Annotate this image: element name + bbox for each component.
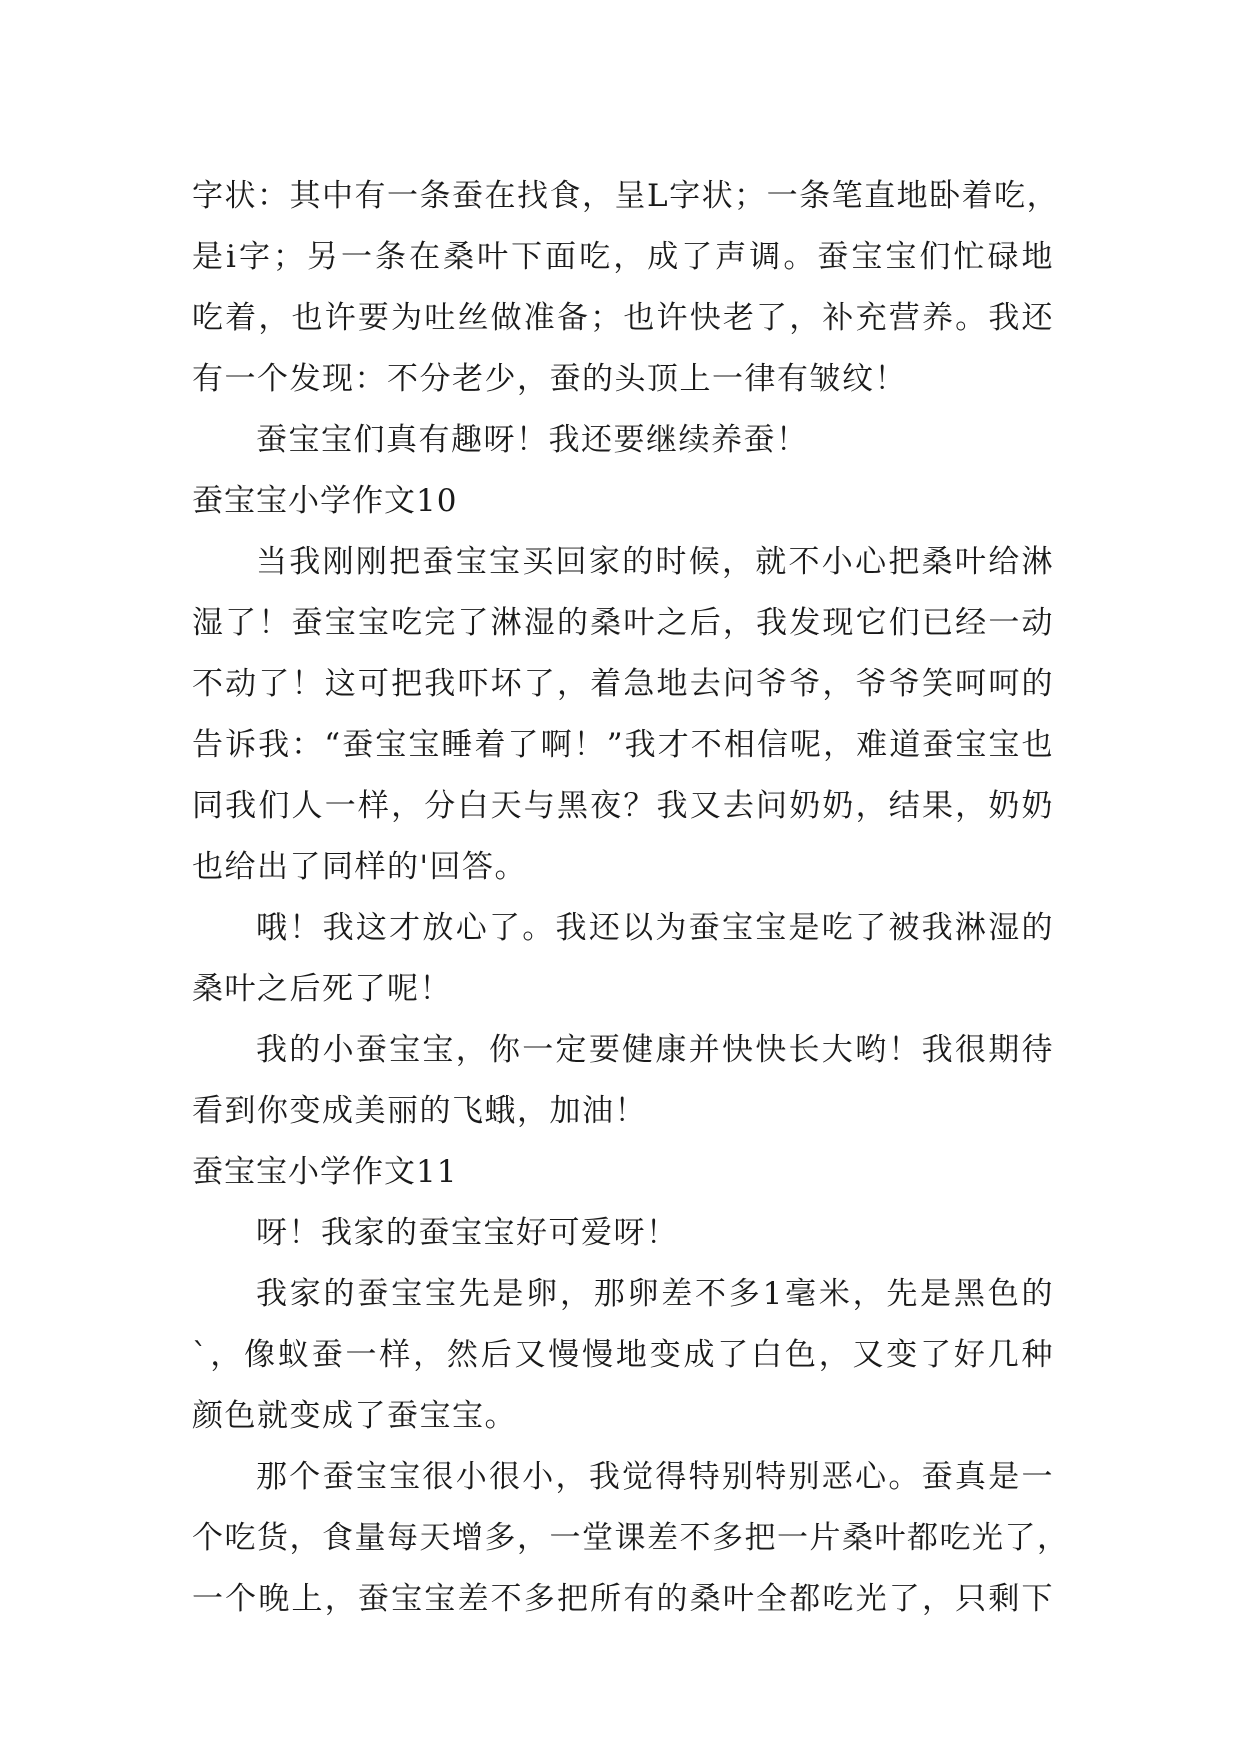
text-line: `，像蚁蚕一样，然后又慢慢地变成了白色，又变了好几种: [192, 1337, 1054, 1373]
text-line: 是i字；另一条在桑叶下面吃，成了声调。蚕宝宝们忙碌地: [192, 239, 1054, 275]
text-line: 看到你变成美丽的飞蛾，加油！: [192, 1093, 647, 1129]
text-line: 有一个发现：不分老少，蚕的头顶上一律有皱纹！: [192, 361, 907, 397]
text-line: 桑叶之后死了呢！: [192, 971, 452, 1007]
text-line: 告诉我：“蚕宝宝睡着了啊！”我才不相信呢，难道蚕宝宝也: [192, 727, 1054, 763]
text-line: 呀！我家的蚕宝宝好可爱呀！: [256, 1215, 679, 1251]
text-line: 字状：其中有一条蚕在找食，呈L字状；一条笔直地卧着吃，: [192, 178, 1060, 214]
text-line: 那个蚕宝宝很小很小，我觉得特别特别恶心。蚕真是一: [256, 1459, 1054, 1495]
text-line: 蚕宝宝们真有趣呀！我还要继续养蚕！: [256, 422, 809, 458]
text-line: 也给出了同样的'回答。: [192, 849, 528, 885]
section-heading: 蚕宝宝小学作文11: [192, 1154, 458, 1190]
section-heading: 蚕宝宝小学作文10: [192, 483, 458, 519]
text-line: 同我们人一样，分白天与黑夜？我又去问奶奶，结果，奶奶: [192, 788, 1054, 824]
text-line: 当我刚刚把蚕宝宝买回家的时候，就不小心把桑叶给淋: [256, 544, 1054, 580]
document-page: [192, 166, 1070, 1630]
text-line: 哦！我这才放心了。我还以为蚕宝宝是吃了被我淋湿的: [256, 910, 1054, 946]
text-line: 个吃货，食量每天增多，一堂课差不多把一片桑叶都吃光了，: [192, 1520, 1070, 1556]
text-line: 不动了！这可把我吓坏了，着急地去问爷爷，爷爷笑呵呵的: [192, 666, 1054, 702]
text-line: 湿了！蚕宝宝吃完了淋湿的桑叶之后，我发现它们已经一动: [192, 605, 1054, 641]
text-line: 我家的蚕宝宝先是卵，那卵差不多1毫米，先是黑色的: [256, 1276, 1054, 1312]
text-line: 一个晚上，蚕宝宝差不多把所有的桑叶全都吃光了，只剩下: [192, 1581, 1054, 1617]
text-line: 颜色就变成了蚕宝宝。: [192, 1398, 517, 1434]
text-line: 吃着，也许要为吐丝做准备；也许快老了，补充营养。我还: [192, 300, 1054, 336]
text-line: 我的小蚕宝宝，你一定要健康并快快长大哟！我很期待: [256, 1032, 1054, 1068]
